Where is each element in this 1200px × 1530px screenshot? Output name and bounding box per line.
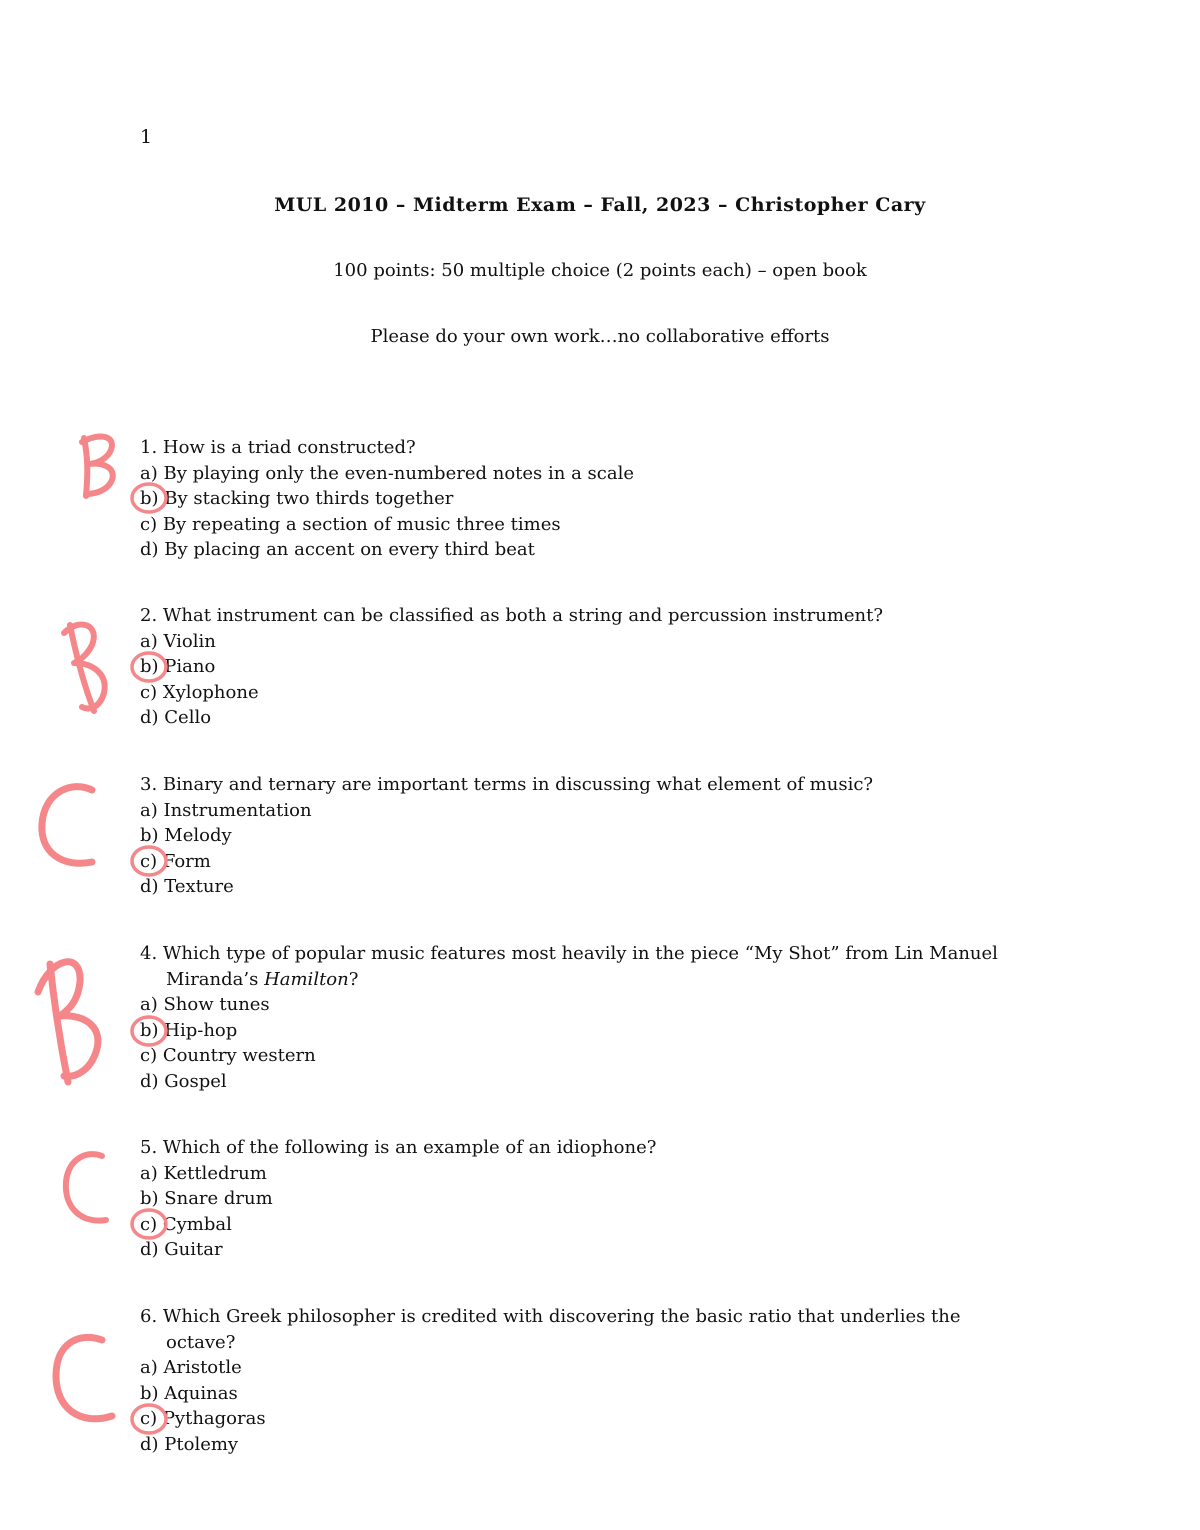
question-1 xyxy=(140,435,1060,563)
question-stem-line: 4. Which type of popular music features most heavily in the piece “My Shot” from Lin Manuel xyxy=(140,943,998,964)
answer-circle-q1 xyxy=(128,480,172,516)
option-d: d) Guitar xyxy=(140,1239,223,1260)
answer-circle-q6 xyxy=(128,1401,172,1437)
answer-circle-q4 xyxy=(128,1013,172,1049)
option-c: c) Country western xyxy=(140,1045,316,1066)
option-b: b) By stacking two thirds together xyxy=(140,488,454,509)
option-b: b) Hip-hop xyxy=(140,1019,238,1041)
question-stem xyxy=(140,941,1060,992)
question-4 xyxy=(140,941,1060,1094)
handwritten-answer-q2 xyxy=(50,615,140,755)
option-a: a) Show tunes xyxy=(140,994,270,1015)
option-d: d) Texture xyxy=(140,876,234,897)
option-d: d) Cello xyxy=(140,707,212,728)
option-c: c) Xylophone xyxy=(140,681,259,703)
stem-cont-prefix: Miranda’s xyxy=(166,968,265,990)
question-stem: 2. What instrument can be classified as both a string and percussion instrument? xyxy=(140,605,884,626)
exam-notice: Please do your own work…no collaborative efforts xyxy=(370,326,830,347)
handwritten-answer-q3 xyxy=(32,776,122,916)
option-c: c) Cymbal xyxy=(140,1213,232,1235)
option-a: a) By playing only the even-numbered notes in a scale xyxy=(140,462,634,484)
work-title: Hamilton xyxy=(264,968,349,990)
question-2 xyxy=(140,603,1060,731)
question-stem-continuation: octave? xyxy=(166,1331,236,1353)
exam-subtitle: 100 points: 50 multiple choice (2 points each) – open book xyxy=(333,260,867,281)
option-b: b) Snare drum xyxy=(140,1188,273,1209)
question-stem-continuation xyxy=(140,967,1060,993)
option-d: d) Ptolemy xyxy=(140,1433,239,1455)
option-c: c) Form xyxy=(140,850,211,872)
option-a: a) Instrumentation xyxy=(140,799,312,821)
option-b: b) Piano xyxy=(140,656,216,677)
exam-title: MUL 2010 – Midterm Exam – Fall, 2023 – Christopher Cary xyxy=(274,194,926,216)
option-b: b) Aquinas xyxy=(140,1382,238,1404)
stem-cont-suffix: ? xyxy=(348,968,359,990)
question-3 xyxy=(140,772,1060,900)
option-d: d) By placing an accent on every third beat xyxy=(140,539,535,560)
answer-circle-q2 xyxy=(128,649,172,685)
answer-circle-q3 xyxy=(128,843,172,879)
option-a: a) Kettledrum xyxy=(140,1162,267,1184)
question-5 xyxy=(140,1135,1060,1263)
question-6 xyxy=(140,1304,1060,1457)
page-number: 1 xyxy=(140,126,153,148)
handwritten-answer-q6 xyxy=(50,1330,140,1470)
handwritten-answer-q4 xyxy=(30,952,120,1092)
option-c: c) By repeating a section of music three times xyxy=(140,513,561,535)
answer-circle-q5 xyxy=(128,1206,172,1242)
option-d: d) Gospel xyxy=(140,1070,227,1092)
option-a: a) Aristotle xyxy=(140,1357,242,1378)
option-a: a) Violin xyxy=(140,630,216,652)
question-stem: 5. Which of the following is an example of an idiophone? xyxy=(140,1137,657,1158)
question-stem xyxy=(140,1304,1060,1355)
question-stem-line: 6. Which Greek philosopher is credited with discovering the basic ratio that underlies the xyxy=(140,1306,961,1327)
question-stem: 3. Binary and ternary are important terms in discussing what element of music? xyxy=(140,774,874,795)
option-c: c) Pythagoras xyxy=(140,1408,266,1429)
question-stem: 1. How is a triad constructed? xyxy=(140,437,416,458)
option-b: b) Melody xyxy=(140,825,232,846)
